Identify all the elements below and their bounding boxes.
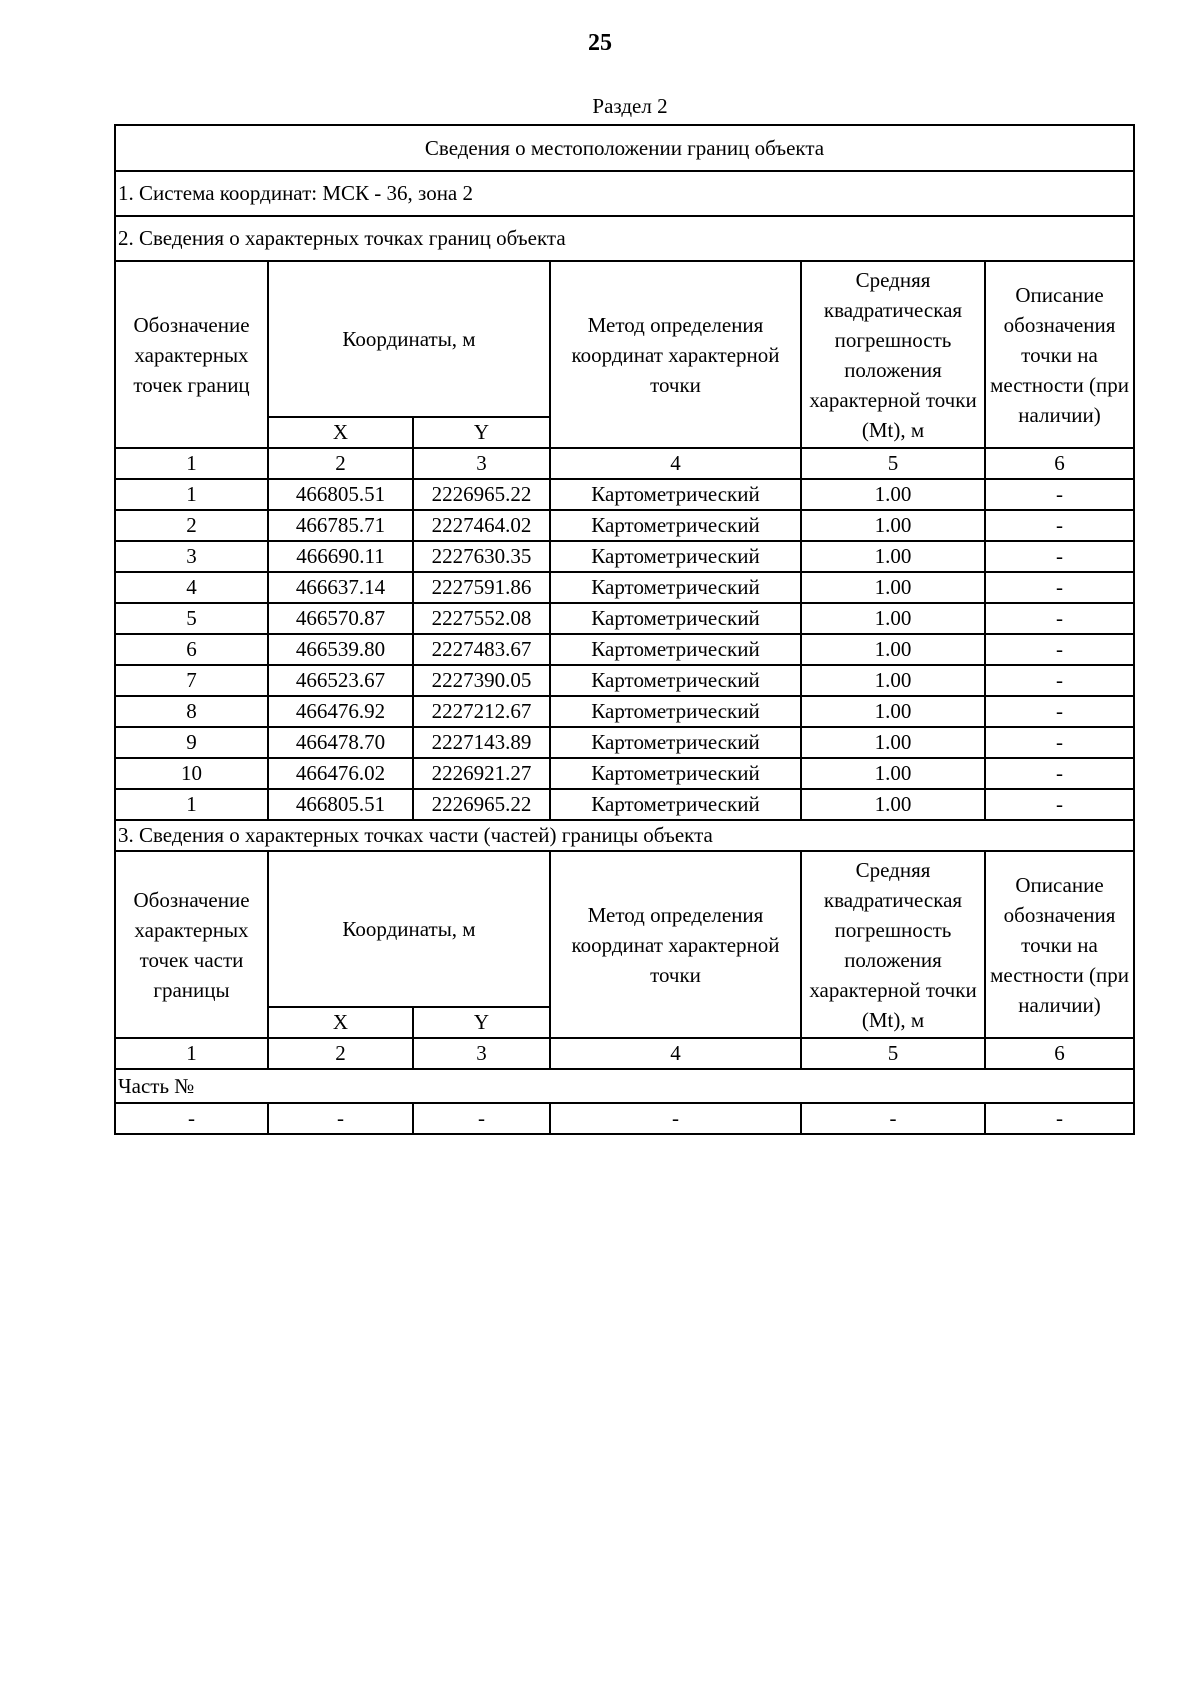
mt-cell: 1.00 <box>801 510 985 541</box>
header-description: Описание обозначения точки на местности (при наличии) <box>985 851 1134 1038</box>
description-cell: - <box>985 572 1134 603</box>
method-cell: Картометрический <box>550 634 801 665</box>
y-cell: 2227630.35 <box>413 541 550 572</box>
description-cell: - <box>985 727 1134 758</box>
description-cell: - <box>985 634 1134 665</box>
x-cell: 466478.70 <box>268 727 413 758</box>
column-number: 3 <box>413 1038 550 1069</box>
table-row <box>115 541 1134 572</box>
point-cell: 5 <box>115 603 268 634</box>
mt-cell: 1.00 <box>801 603 985 634</box>
y-cell: 2227464.02 <box>413 510 550 541</box>
method-cell: Картометрический <box>550 479 801 510</box>
description-cell: - <box>985 696 1134 727</box>
column-number: 3 <box>413 448 550 479</box>
section-label: Раздел 2 <box>592 94 668 118</box>
x-cell: 466523.67 <box>268 665 413 696</box>
x-cell: 466476.92 <box>268 696 413 727</box>
x-cell: 466785.71 <box>268 510 413 541</box>
point-cell: 3 <box>115 541 268 572</box>
table-row <box>115 572 1134 603</box>
column-number: 5 <box>801 448 985 479</box>
point-cell: 4 <box>115 572 268 603</box>
y-cell: 2226921.27 <box>413 758 550 789</box>
column-numbers-row <box>115 1038 1134 1069</box>
method-cell: Картометрический <box>550 541 801 572</box>
header-y: Y <box>413 417 550 448</box>
header-point-designation: Обозначение характерных точек границ <box>115 261 268 448</box>
column-number: 6 <box>985 1038 1134 1069</box>
x-cell: 466805.51 <box>268 479 413 510</box>
mt-cell: 1.00 <box>801 634 985 665</box>
method-cell: Картометрический <box>550 696 801 727</box>
mt-cell: 1.00 <box>801 758 985 789</box>
mt-cell: 1.00 <box>801 665 985 696</box>
header-x: X <box>268 1007 413 1038</box>
y-cell: 2227143.89 <box>413 727 550 758</box>
point-cell: 7 <box>115 665 268 696</box>
x-cell: 466539.80 <box>268 634 413 665</box>
part-cell: - <box>985 1103 1134 1134</box>
point-cell: 6 <box>115 634 268 665</box>
point-cell: 1 <box>115 789 268 820</box>
table-row <box>115 510 1134 541</box>
column-number: 1 <box>115 1038 268 1069</box>
point-cell: 8 <box>115 696 268 727</box>
header-coordinates: Координаты, м <box>268 261 550 417</box>
x-cell: 466476.02 <box>268 758 413 789</box>
description-cell: - <box>985 665 1134 696</box>
table-row <box>115 665 1134 696</box>
description-cell: - <box>985 479 1134 510</box>
mt-cell: 1.00 <box>801 572 985 603</box>
header-mean-error: Средняя квадратическая погрешность положения характерной точки (Mt), м <box>801 851 985 1038</box>
mt-cell: 1.00 <box>801 789 985 820</box>
y-cell: 2227212.67 <box>413 696 550 727</box>
section2-title: 2. Сведения о характерных точках границ объекта <box>115 216 1134 261</box>
table-row <box>115 634 1134 665</box>
part-cell: - <box>115 1103 268 1134</box>
method-cell: Картометрический <box>550 727 801 758</box>
header-description: Описание обозначения точки на местности (при наличии) <box>985 261 1134 448</box>
description-cell: - <box>985 510 1134 541</box>
y-cell: 2227483.67 <box>413 634 550 665</box>
y-cell: 2226965.22 <box>413 479 550 510</box>
coordinate-system: 1. Система координат: МСК - 36, зона 2 <box>115 171 1134 216</box>
description-cell: - <box>985 789 1134 820</box>
table-row <box>115 479 1134 510</box>
part-cell: - <box>268 1103 413 1134</box>
part-cell: - <box>550 1103 801 1134</box>
column-number: 4 <box>550 1038 801 1069</box>
mt-cell: 1.00 <box>801 541 985 572</box>
boundary-table <box>114 124 1135 1135</box>
mt-cell: 1.00 <box>801 479 985 510</box>
part-cell: - <box>413 1103 550 1134</box>
table-title: Сведения о местоположении границ объекта <box>115 125 1134 171</box>
table-row <box>115 789 1134 820</box>
x-cell: 466690.11 <box>268 541 413 572</box>
header-method: Метод определения координат характерной точки <box>550 851 801 1038</box>
y-cell: 2227390.05 <box>413 665 550 696</box>
column-number: 6 <box>985 448 1134 479</box>
mt-cell: 1.00 <box>801 727 985 758</box>
table-row <box>115 758 1134 789</box>
point-cell: 2 <box>115 510 268 541</box>
table-row <box>115 603 1134 634</box>
method-cell: Картометрический <box>550 665 801 696</box>
x-cell: 466570.87 <box>268 603 413 634</box>
method-cell: Картометрический <box>550 510 801 541</box>
method-cell: Картометрический <box>550 603 801 634</box>
column-number: 2 <box>268 448 413 479</box>
y-cell: 2226965.22 <box>413 789 550 820</box>
header-part-point-designation: Обозначение характерных точек части границы <box>115 851 268 1038</box>
header-mean-error: Средняя квадратическая погрешность положения характерной точки (Mt), м <box>801 261 985 448</box>
part-number-label: Часть № <box>115 1069 1134 1103</box>
header-coordinates: Координаты, м <box>268 851 550 1007</box>
column-number: 1 <box>115 448 268 479</box>
table-row <box>115 727 1134 758</box>
method-cell: Картометрический <box>550 572 801 603</box>
x-cell: 466805.51 <box>268 789 413 820</box>
header-method: Метод определения координат характерной точки <box>550 261 801 448</box>
point-cell: 9 <box>115 727 268 758</box>
point-cell: 10 <box>115 758 268 789</box>
section3-title: 3. Сведения о характерных точках части (частей) границы объекта <box>115 820 1134 851</box>
header-y: Y <box>413 1007 550 1038</box>
method-cell: Картометрический <box>550 789 801 820</box>
y-cell: 2227591.86 <box>413 572 550 603</box>
column-number: 5 <box>801 1038 985 1069</box>
table-row <box>115 696 1134 727</box>
column-numbers-row <box>115 448 1134 479</box>
mt-cell: 1.00 <box>801 696 985 727</box>
column-number: 2 <box>268 1038 413 1069</box>
y-cell: 2227552.08 <box>413 603 550 634</box>
x-cell: 466637.14 <box>268 572 413 603</box>
page-number: 25 <box>588 30 612 56</box>
description-cell: - <box>985 758 1134 789</box>
description-cell: - <box>985 603 1134 634</box>
part-cell: - <box>801 1103 985 1134</box>
part-row <box>115 1103 1134 1134</box>
point-cell: 1 <box>115 479 268 510</box>
header-x: X <box>268 417 413 448</box>
column-number: 4 <box>550 448 801 479</box>
description-cell: - <box>985 541 1134 572</box>
method-cell: Картометрический <box>550 758 801 789</box>
